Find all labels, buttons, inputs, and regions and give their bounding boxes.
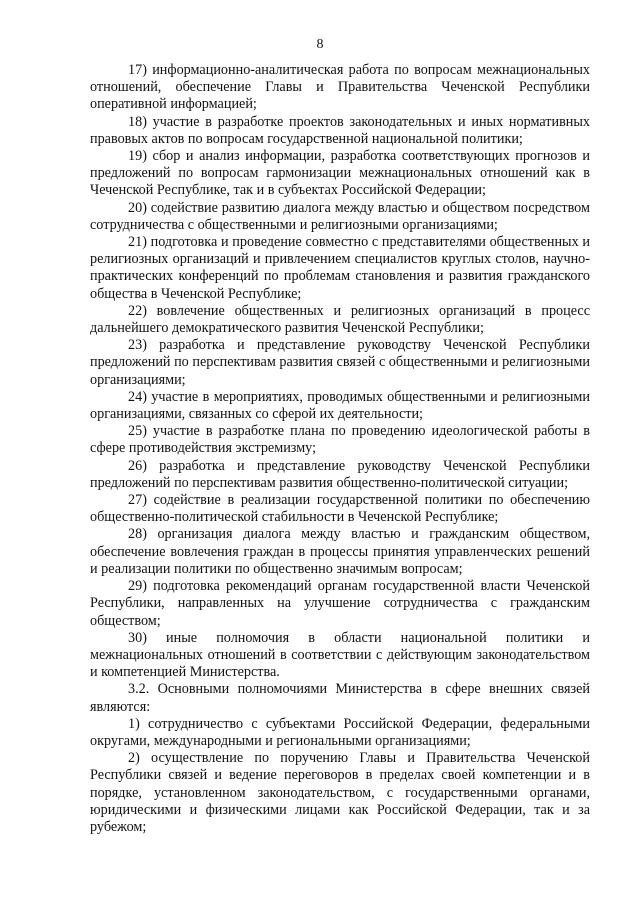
paragraph-item-25: 25) участие в разработке плана по проведению идеологической работы в сфере противодействия экстремизму;: [90, 423, 590, 457]
paragraph-external-1: 1) сотрудничество с субъектами Российской Федерации, федеральными округами, международными и региональными организациями;: [90, 715, 590, 749]
paragraph-item-29: 29) подготовка рекомендаций органам государственной власти Чеченской Республики, направленных на улучшение сотрудничества с гражданским обществом;: [90, 578, 590, 629]
paragraph-external-2: 2) осуществление по поручению Главы и Правительства Чеченской Республики связей и ведение переговоров в пределах своей компетенции и в порядке, установленном законодательством, с государственными органами, юридическими и физическими лицами как Российской Федерации, так и за рубежом;: [90, 750, 590, 835]
page-number: 8: [316, 37, 324, 52]
paragraph-item-19: 19) сбор и анализ информации, разработка соответствующих прогнозов и предложений по вопросам гармонизации межнациональных отношений как в Чеченской Республике, так и в субъектах Российской Федерации;: [90, 148, 590, 199]
paragraph-item-24: 24) участие в мероприятиях, проводимых общественными и религиозными организациями, связанных со сферой их деятельности;: [90, 388, 590, 423]
paragraph-item-20: 20) содействие развитию диалога между властью и обществом посредством сотрудничества с общественными и религиозными организациями;: [90, 199, 590, 233]
paragraph-item-30: 30) иные полномочия в области национальной политики и межнациональных отношений в соответствии с действующим законодательством и компетенцией Министерства.: [90, 629, 590, 681]
document-body: [90, 62, 590, 836]
section-3-2-heading: 3.2. Основными полномочиями Министерства в сфере внешних связей являются:: [90, 681, 590, 715]
paragraph-item-28: 28) организация диалога между властью и гражданским обществом, обеспечение вовлечения граждан в процессы принятия управленческих решений и реализации политики по общественно значимым вопросам;: [90, 526, 590, 577]
paragraph-item-26: 26) разработка и представление руководству Чеченской Республики предложений по перспективам развития общественно-политической ситуации;: [90, 457, 590, 491]
paragraph-item-17: 17) информационно-аналитическая работа по вопросам межнациональных отношений, обеспечение Главы и Правительства Чеченской Республики оперативной информацией;: [90, 62, 590, 113]
paragraph-item-23: 23) разработка и представление руководству Чеченской Республики предложений по перспективам развития связей с общественными и религиозными организациями;: [90, 337, 590, 388]
paragraph-item-18: 18) участие в разработке проектов законодательных и иных нормативных правовых актов по вопросам государственной национальной политики;: [90, 113, 590, 147]
paragraph-item-27: 27) содействие в реализации государственной политики по обеспечению общественно-политической стабильности в Чеченской Республике;: [90, 492, 590, 526]
paragraph-item-21: 21) подготовка и проведение совместно с представителями общественных и религиозных организаций и привлечением специалистов круглых столов, научно-практических конференций по проблемам становления и развития гражданского общества в Чеченской Республике;: [90, 234, 590, 302]
paragraph-item-22: 22) вовлечение общественных и религиозных организаций в процесс дальнейшего демократического развития Чеченской Республики;: [90, 302, 590, 337]
